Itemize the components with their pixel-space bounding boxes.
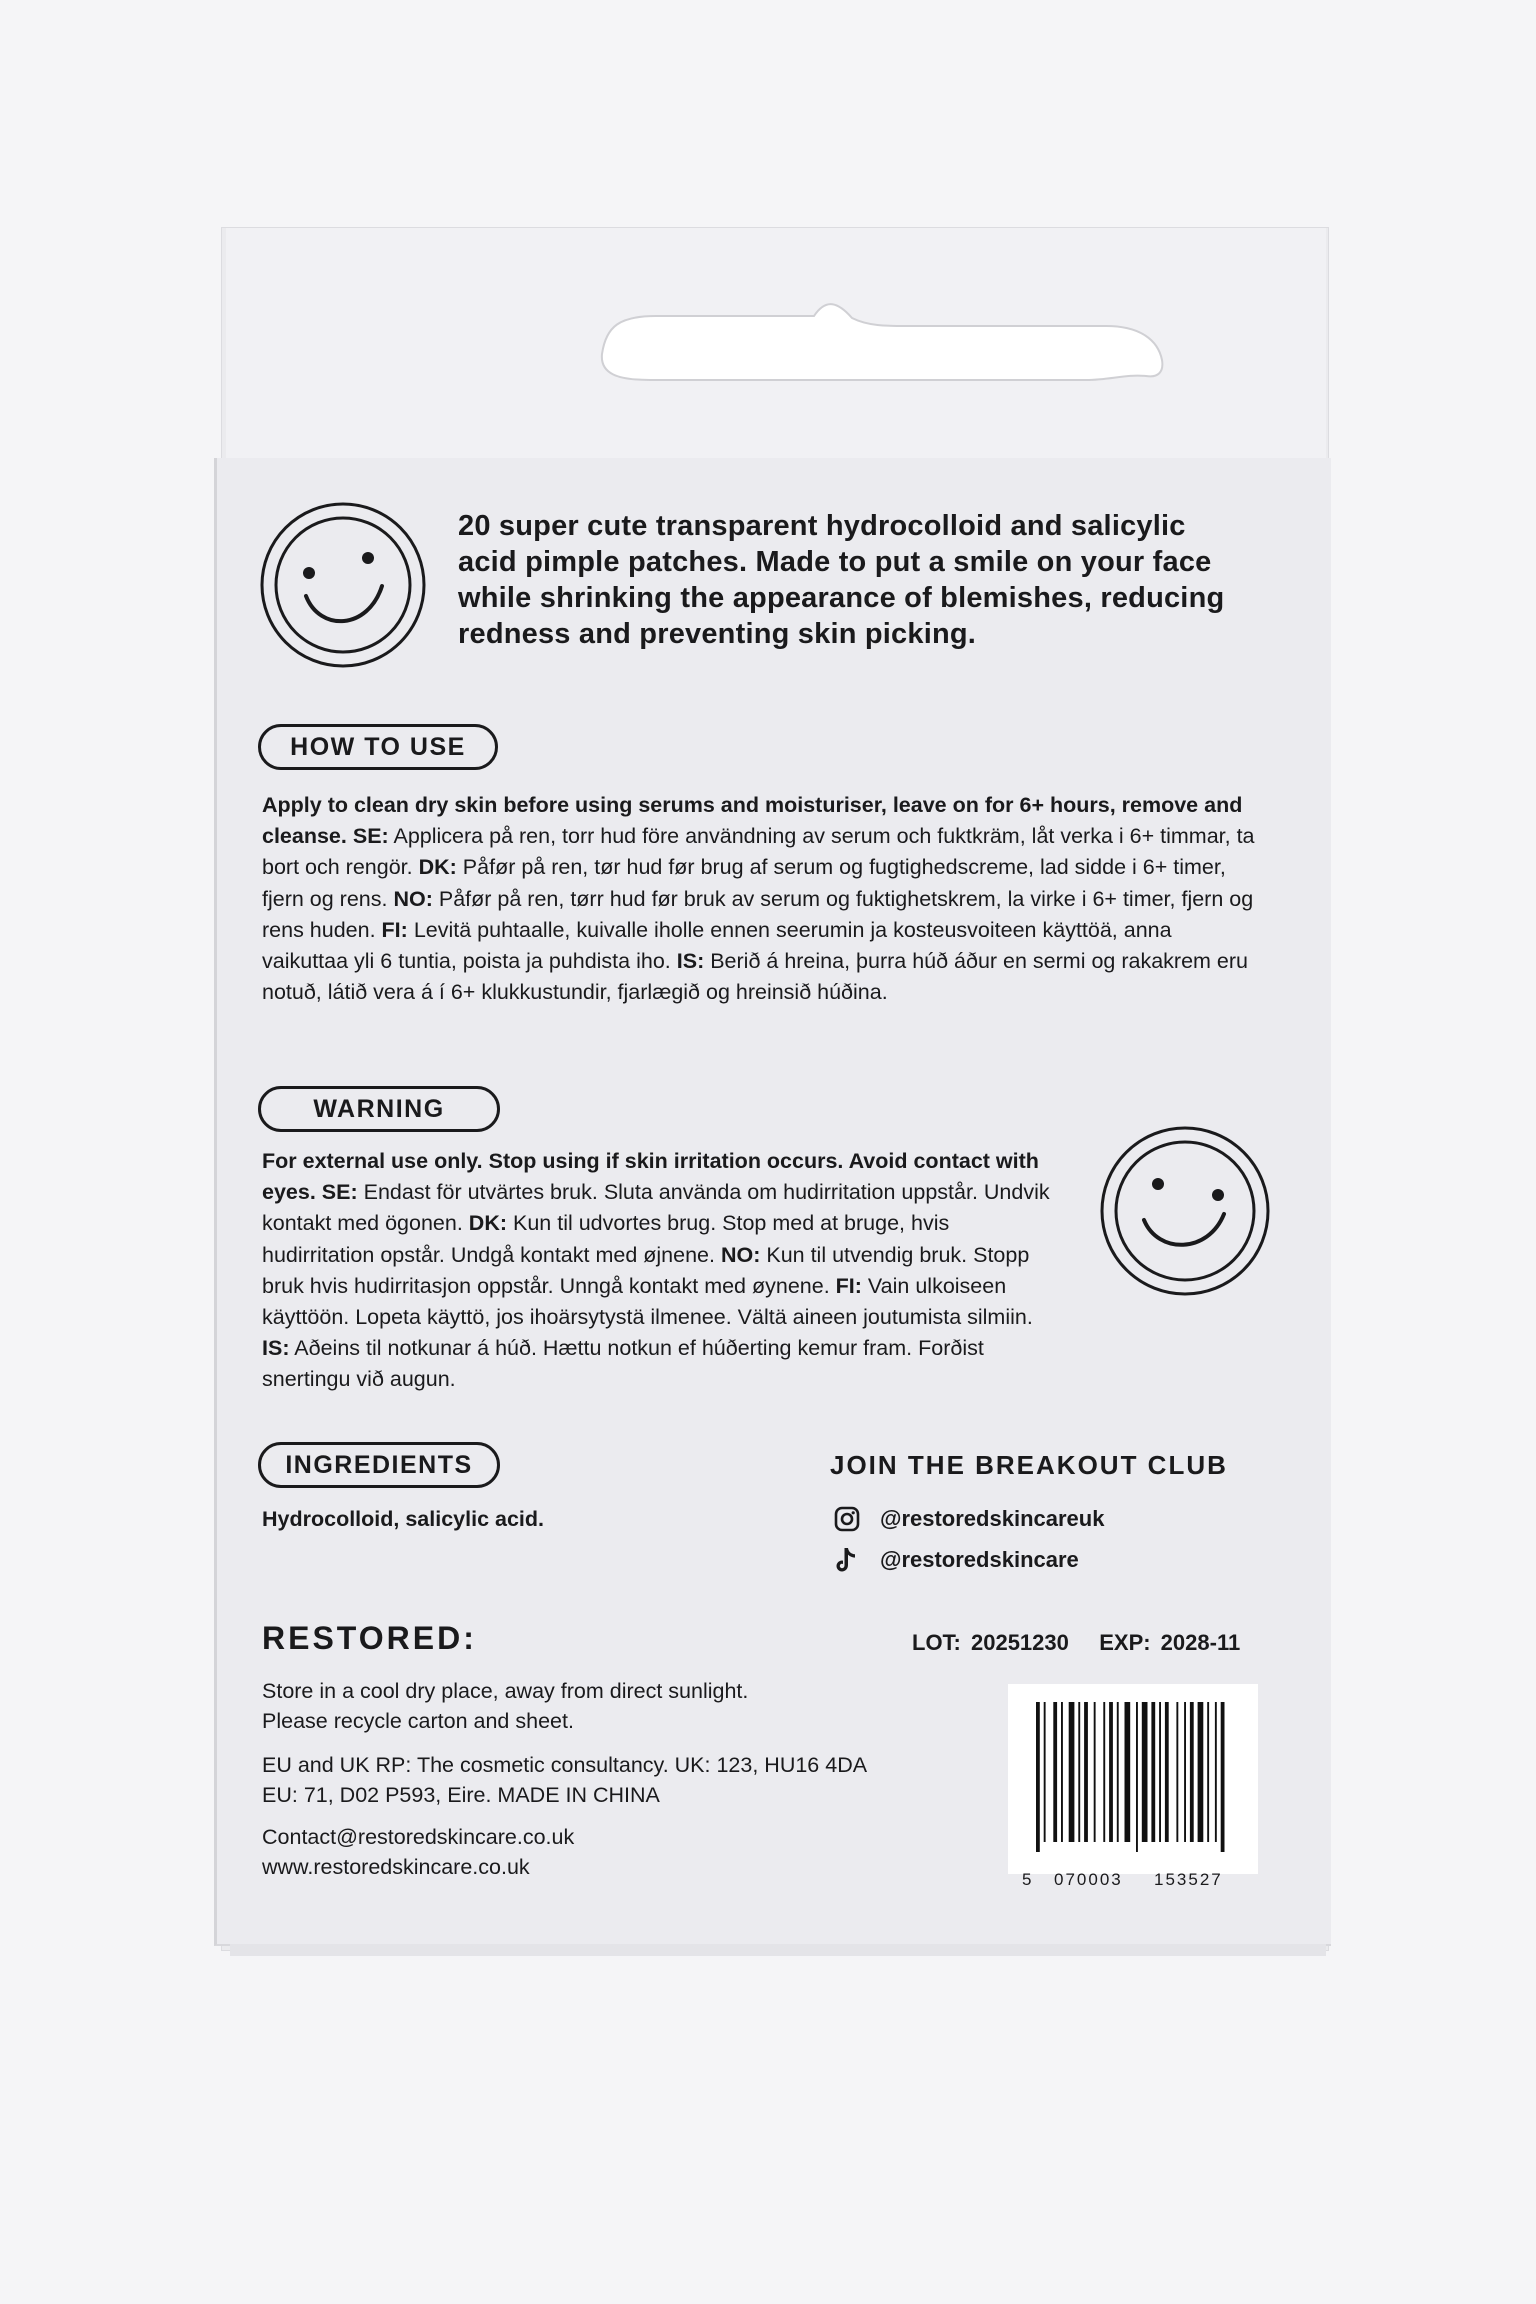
instagram-handle: @restoredskincareuk [880, 1506, 1105, 1531]
barcode-bar [1078, 1702, 1080, 1842]
brand-logo-text: RESTORED: [262, 1620, 477, 1656]
smiley-icon [1098, 1124, 1272, 1298]
storage-line-1: Store in a cool dry place, away from direct sunlight. [262, 1679, 749, 1703]
fi-label: FI: [835, 1273, 862, 1298]
barcode [1008, 1684, 1258, 1889]
se-label: SE: [321, 1180, 358, 1205]
warning-dk: Kun til udvortes brug. Stop med at bruge, hvis hudirritation opstår. Undgå kontakt med øjnene. [262, 1211, 950, 1267]
warning-no: Kun til utvendig bruk. Stopp bruk hvis hudirritasjon oppstår. Unngå kontakt med øynene. [262, 1242, 1030, 1298]
barcode-bar [1198, 1702, 1204, 1842]
barcode-bar [1117, 1702, 1119, 1842]
barcode-bar [1125, 1702, 1131, 1842]
is-label: IS: [676, 949, 705, 974]
barcode-group-1: 070003 [1054, 1870, 1123, 1889]
carton-top-flap [226, 228, 1326, 462]
se-label: SE: [352, 824, 389, 849]
barcode-bar [1176, 1702, 1178, 1842]
barcode-bar [1103, 1702, 1105, 1842]
warning-en: For external use only. Stop using if skin irritation occurs. Avoid contact with eyes. [262, 1149, 1039, 1205]
barcode-bars [1008, 1684, 1258, 1874]
fi-label: FI: [381, 917, 408, 942]
no-label: NO: [393, 886, 433, 911]
website: www.restoredskincare.co.uk [262, 1855, 530, 1879]
barcode-digit-1: 5 [1022, 1870, 1032, 1889]
how-to-use-is: Berið á hreina, þurra húð áður en sermi og rakakrem eru notuð, látið vera á í 6+ klukkustundir, fjarlægið og hreinsið húðina. [262, 949, 1248, 1005]
breakout-club-title: JOIN THE BREAKOUT CLUB [830, 1450, 1228, 1480]
lot-exp [912, 1630, 1240, 1656]
barcode-bar [1221, 1702, 1225, 1852]
how-to-use-heading: HOW TO USE [258, 724, 498, 770]
ingredients-text: Hydrocolloid, salicylic acid. [262, 1507, 544, 1531]
warning-fi: Vain ulkoiseen käyttöön. Lopeta käyttö, jos ihoärsytystä ilmenee. Vältä aineen joutumista silmiin. [262, 1273, 1033, 1330]
barcode-bar [1190, 1702, 1194, 1842]
warning-se: Endast för utvärtes bruk. Sluta använda om hudirritation uppstår. Undvik kontakt med ögonen. [262, 1180, 1050, 1236]
contact-email: Contact@restoredskincare.co.uk [262, 1825, 575, 1849]
ingredients-heading: INGREDIENTS [258, 1442, 500, 1488]
dk-label: DK: [468, 1211, 508, 1236]
barcode-bar [1061, 1702, 1063, 1842]
how-to-use-fi: Levitä puhtaalle, kuivalle iholle ennen seerumin ja kosteusvoiteen käyttöä, anna vaikuttaa yli 6 tuntia, poista ja puhdista iho. [262, 917, 1172, 974]
barcode-bar [1094, 1702, 1096, 1842]
barcode-bar [1109, 1702, 1113, 1842]
barcode-group-2: 153527 [1154, 1870, 1223, 1889]
how-to-use-en: Apply to clean dry skin before using serums and moisturiser, leave on for 6+ hours, remove and cleanse. [262, 793, 1243, 849]
no-label: NO: [720, 1242, 761, 1267]
barcode-bar [1207, 1702, 1209, 1842]
tiktok-handle-row [834, 1546, 1079, 1574]
barcode-bar [1084, 1702, 1088, 1842]
how-to-use-no: Påfør på ren, tørr hud før bruk av serum og fuktighetskrem, la virke i 6+ timer, fjern og rens huden. [262, 886, 1254, 942]
dk-label: DK: [418, 855, 457, 880]
is-label: IS: [262, 1336, 290, 1361]
tiktok-handle: @restoredskincare [880, 1547, 1079, 1572]
rp-line-1: EU and UK RP: The cosmetic consultancy. UK: 123, HU16 4DA [262, 1753, 868, 1777]
barcode-bar [1053, 1702, 1057, 1842]
instagram-icon [834, 1506, 860, 1532]
barcode-bar [1044, 1702, 1046, 1842]
barcode-bar [1215, 1702, 1217, 1842]
storage-line-2: Please recycle carton and sheet. [262, 1709, 574, 1733]
warning-heading: WARNING [258, 1086, 500, 1132]
how-to-use-se: Applicera på ren, torr hud före användning av serum och fuktkräm, låt verka i 6+ timmar, ta bort och rengör. [262, 824, 1255, 880]
product-description: 20 super cute transparent hydrocolloid and salicylic acid pimple patches. Made to put a smile on your face while shrinking the appearance of blemishes, reducing redness and preventing skin picking. [458, 510, 1225, 650]
hang-hole [226, 228, 1326, 460]
barcode-bar [1142, 1702, 1148, 1842]
barcode-bar [1151, 1702, 1155, 1842]
how-to-use-text [262, 790, 1262, 1008]
barcode-bar [1159, 1702, 1161, 1842]
barcode-bar [1165, 1702, 1169, 1842]
smiley-icon [258, 500, 428, 670]
exp-date: EXP: 2028-11 [1099, 1630, 1241, 1655]
tiktok-icon [834, 1546, 860, 1574]
barcode-bar [1069, 1702, 1075, 1842]
barcode-bar [1184, 1702, 1186, 1842]
instagram-handle-row [834, 1506, 1104, 1532]
rp-line-2: EU: 71, D02 P593, Eire. MADE IN CHINA [262, 1783, 660, 1807]
how-to-use-dk: Påfør på ren, tør hud før brug af serum og fugtighedscreme, lad sidde i 6+ timer, fjern og rens. [262, 855, 1226, 911]
warning-text [262, 1146, 1062, 1396]
barcode-bar [1136, 1702, 1138, 1852]
lot-number: LOT: 20251230 [912, 1630, 1069, 1655]
barcode-bar [1036, 1702, 1040, 1852]
carton-bottom-edge [230, 1944, 1326, 1956]
warning-is: Aðeins til notkunar á húð. Hættu notkun ef húðerting kemur fram. Forðist snertingu við augun. [262, 1336, 984, 1392]
